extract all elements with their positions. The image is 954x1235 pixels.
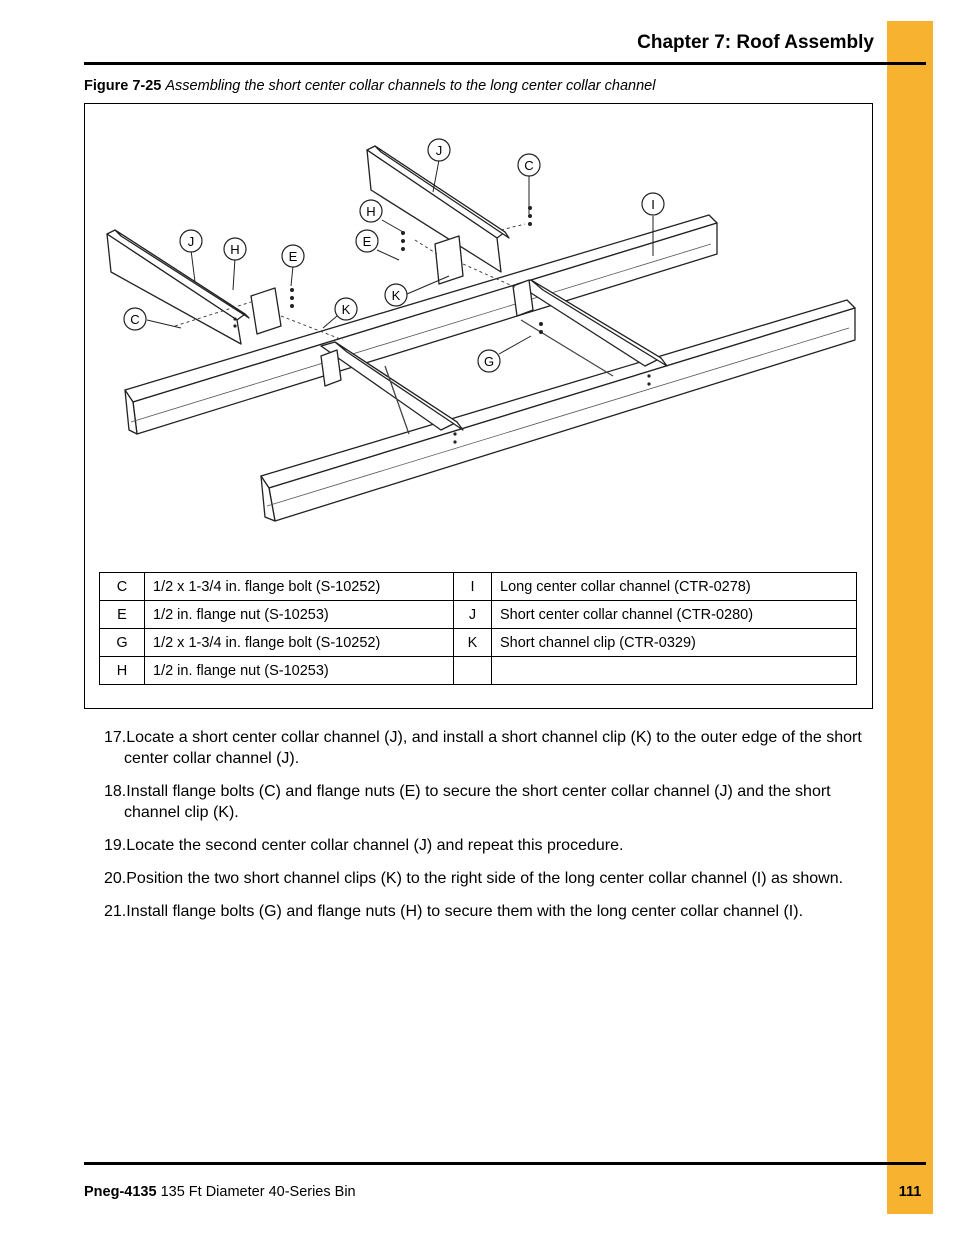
part-description: 1/2 x 1-3/4 in. flange bolt (S-10252) (145, 629, 454, 657)
left-short-channel-web (107, 234, 241, 344)
figure-label: Figure 7-25 (84, 78, 162, 94)
callout-h-left: H (230, 242, 240, 257)
chapter-tab-bar (887, 21, 933, 1214)
doc-title: 135 Ft Diameter 40-Series Bin (160, 1184, 356, 1200)
parts-table (99, 572, 857, 685)
page-number: 111 (898, 1184, 922, 1200)
callout-e-left: E (288, 249, 298, 264)
callout-j-upper: J (435, 143, 443, 158)
callout-k-left: K (341, 302, 351, 317)
part-key: K (454, 629, 492, 657)
doc-number: Pneg-4135 (84, 1184, 157, 1200)
step-19: 19.Locate the second center collar channel (J) and repeat this procedure. (104, 837, 624, 854)
footer-rule (84, 1162, 926, 1165)
step-21: 21.Install flange bolts (G) and flange nuts (H) to secure them with the long center collar channel (I). (104, 903, 804, 920)
part-description: 1/2 in. flange nut (S-10253) (145, 657, 454, 685)
part-description (492, 657, 857, 685)
callout-c-left: C (130, 312, 140, 327)
part-key: C (100, 573, 145, 601)
part-description: Short center collar channel (CTR-0280) (492, 601, 857, 629)
table-row (100, 601, 857, 629)
callout-g: G (483, 354, 495, 369)
part-description: 1/2 in. flange nut (S-10253) (145, 601, 454, 629)
callout-e-upper: E (362, 234, 372, 249)
center-clip-left (321, 350, 341, 386)
part-description: 1/2 x 1-3/4 in. flange bolt (S-10252) (145, 573, 454, 601)
part-key: G (100, 629, 145, 657)
callout-h-upper: H (366, 204, 376, 219)
cross-channel-left-side (335, 342, 463, 430)
step-20: 20.Position the two short channel clips (K) to the right side of the long center collar channel (I) as shown. (104, 870, 844, 887)
part-key (454, 657, 492, 685)
footer-document (84, 1184, 356, 1200)
cross-channel-right-side (531, 280, 667, 366)
upper-short-channel-web (367, 150, 501, 272)
upper-clip (435, 236, 463, 284)
table-row (100, 629, 857, 657)
step-18: 18.Install flange bolts (C) and flange nuts (E) to secure the short center collar channel (J) and the short channel clip (K). (104, 783, 831, 821)
callout-c-upper: C (524, 158, 534, 173)
callout-i: I (651, 197, 655, 212)
chapter-title: Chapter 7: Roof Assembly (637, 32, 874, 53)
callout-k-upper: K (391, 288, 401, 303)
part-key: J (454, 601, 492, 629)
part-description: Short channel clip (CTR-0329) (492, 629, 857, 657)
figure-caption-text: Assembling the short center collar channels to the long center collar channel (165, 78, 656, 94)
center-clip-right (513, 280, 533, 316)
part-key: E (100, 601, 145, 629)
figure-box (84, 103, 873, 709)
assembly-diagram (85, 104, 872, 564)
step-17: 17.Locate a short center collar channel (J), and install a short channel clip (K) to the outer edge of the short center collar channel (J). (104, 729, 862, 767)
table-row (100, 573, 857, 601)
header-rule (84, 62, 926, 65)
part-key: H (100, 657, 145, 685)
part-key: I (454, 573, 492, 601)
instruction-steps (104, 727, 874, 934)
figure-caption (84, 78, 655, 94)
table-row (100, 657, 857, 685)
part-description: Long center collar channel (CTR-0278) (492, 573, 857, 601)
callout-j-left: J (187, 234, 195, 249)
left-clip (251, 288, 281, 334)
